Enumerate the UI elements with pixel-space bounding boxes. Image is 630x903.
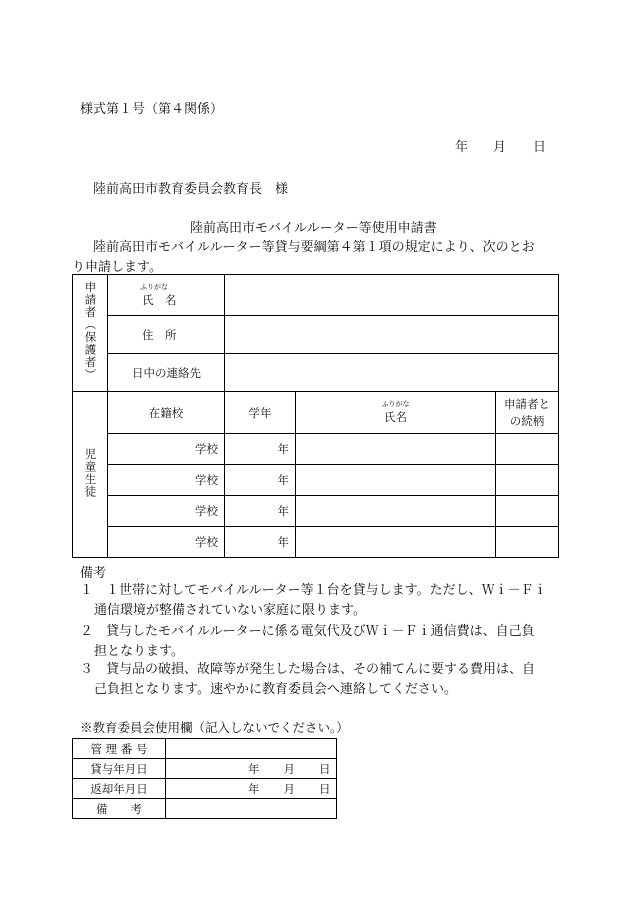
date-year-label: 年 — [455, 140, 469, 155]
student-relation-field[interactable] — [496, 527, 559, 558]
student-relation-field[interactable] — [496, 465, 559, 496]
applicant-contact-label: 日中の連絡先 — [132, 365, 201, 380]
student-relation-field[interactable] — [496, 496, 559, 527]
return-date-label: 返却年月日 — [73, 779, 166, 799]
date-day-label: 日 — [533, 140, 547, 155]
date-month-label: 月 — [493, 140, 507, 155]
student-grade-field[interactable]: 年 — [225, 496, 296, 527]
document-title: 陸前高田市モバイルルーター等使用申請書 — [190, 221, 437, 236]
student-name-field[interactable] — [296, 465, 496, 496]
student-relation-field[interactable] — [496, 434, 559, 465]
applicant-contact-field[interactable] — [225, 354, 559, 392]
student-school-field[interactable]: 学校 — [108, 465, 225, 496]
applicant-name-label-cell — [108, 275, 225, 316]
management-number-label: 管 理 番 号 — [73, 739, 166, 759]
applicant-name-field[interactable] — [225, 275, 559, 316]
intro-text-line1: 陸前高田市モバイルルーター等貸与要綱第４第１項の規定により、次のとお — [93, 240, 535, 255]
loan-date-field[interactable]: 年 月 日 — [166, 759, 337, 779]
form-number-label: 様式第１号（第４関係） — [80, 102, 224, 117]
col-furigana-label: ふりがな — [381, 400, 410, 408]
student-name-field[interactable] — [296, 434, 496, 465]
office-use-heading: ※教育委員会使用欄（記入しないでください。） — [80, 720, 349, 735]
student-name-field[interactable] — [296, 527, 496, 558]
student-grade-field[interactable]: 年 — [225, 465, 296, 496]
office-remarks-label: 備 考 — [73, 799, 166, 819]
remark-item: ２ 貸与したモバイルルーターに係る電気代及びＷｉ－Ｆｉ通信費は、自己負 担となります。 — [80, 624, 535, 659]
office-use-table — [72, 738, 337, 819]
student-grade-field[interactable]: 年 — [225, 527, 296, 558]
applicant-address-field[interactable] — [225, 316, 559, 354]
remark-item: １ １世帯に対してモバイルルーター等１台を貸与します。ただし、Ｗｉ－Ｆｉ 通信環境が整備されていない家庭に限ります。 — [80, 583, 547, 618]
intro-text-line2: り申請します。 — [72, 260, 162, 275]
return-date-field[interactable]: 年 月 日 — [166, 779, 337, 799]
loan-date-label: 貸与年月日 — [73, 759, 166, 779]
student-school-field[interactable]: 学校 — [108, 496, 225, 527]
student-grade-field[interactable]: 年 — [225, 434, 296, 465]
table-row — [73, 527, 559, 558]
student-name-field[interactable] — [296, 496, 496, 527]
col-relation-header: 申請者と の続柄 — [496, 392, 559, 434]
table-row — [73, 465, 559, 496]
applicant-name-label: 氏 名 — [142, 292, 177, 307]
application-table — [72, 274, 559, 558]
student-school-field[interactable]: 学校 — [108, 527, 225, 558]
remarks-heading: 備考 — [80, 566, 107, 581]
applicant-address-label-cell — [108, 316, 225, 354]
col-school-header: 在籍校 — [108, 392, 225, 434]
applicant-contact-label-cell — [108, 354, 225, 392]
col-name-header — [296, 392, 496, 434]
remark-item: ３ 貸与品の破損、故障等が発生した場合は、その補てんに要する費用は、自 己負担となります。速やかに教育委員会へ連絡してください。 — [80, 662, 536, 697]
applicant-address-label: 住 所 — [142, 327, 177, 342]
table-row — [73, 496, 559, 527]
col-grade-header: 学年 — [225, 392, 296, 434]
table-row — [73, 434, 559, 465]
col-name-label: 氏名 — [384, 410, 407, 424]
student-side-label: 児童生徒 — [73, 392, 108, 558]
office-remarks-field[interactable] — [166, 799, 337, 819]
applicant-side-label: 申請者（保護者） — [73, 275, 108, 392]
applicant-furigana-label: ふりがな — [140, 282, 168, 291]
student-school-field[interactable]: 学校 — [108, 434, 225, 465]
management-number-field[interactable] — [166, 739, 337, 759]
addressee: 陸前高田市教育委員会教育長 様 — [93, 182, 289, 197]
